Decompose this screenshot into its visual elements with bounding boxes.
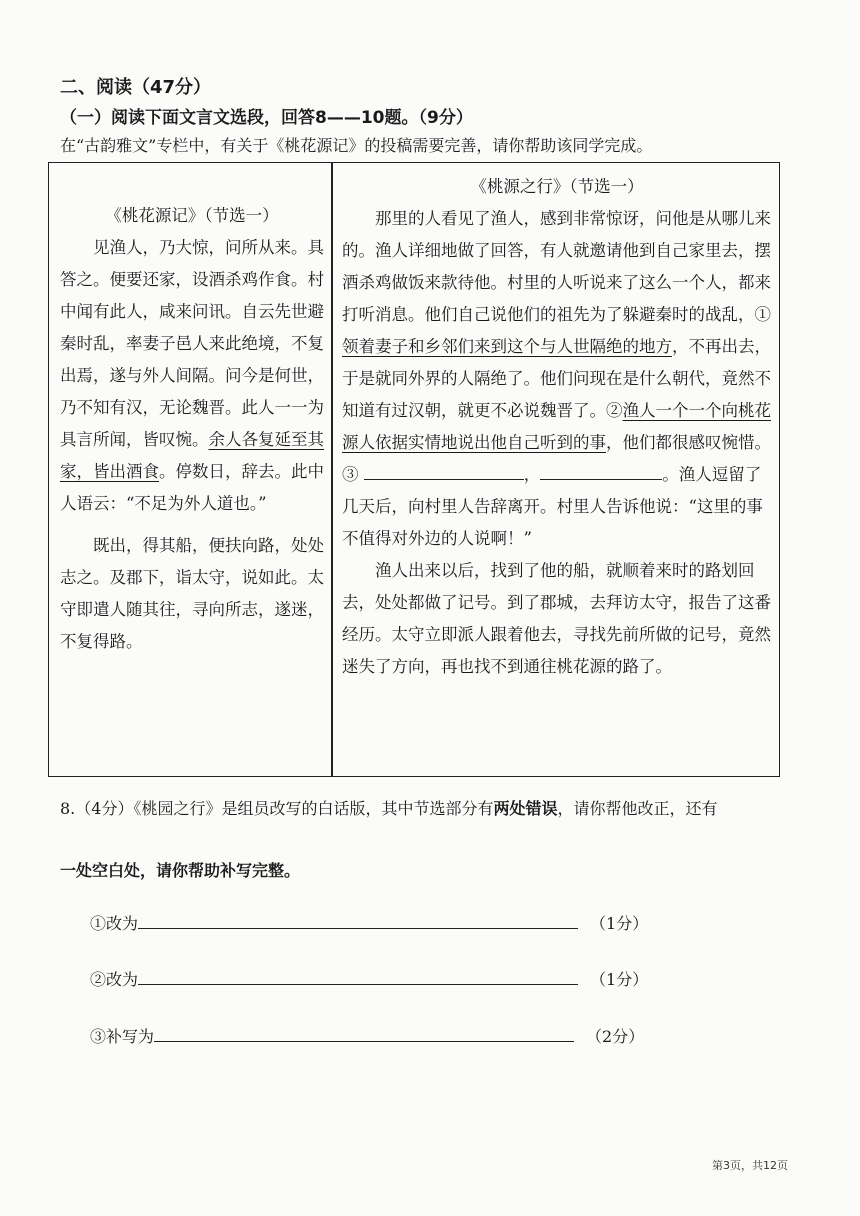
answer-2-label: ②改为	[90, 970, 139, 989]
original-underlined-sentence: 余人各复延至其家，皆出酒食	[60, 430, 324, 481]
translation-p1-middle: ，不再出去，于是就同外界的人隔绝了。他们问现在是什么朝代，竟然不知道有过汉朝，就更不必说魏晋了。②	[342, 337, 771, 420]
error-sentence-1: 领着妻子和乡邻们来到这个与人世隔绝的地方	[342, 337, 672, 356]
translation-p1-text: 那里的人看见了渔人，感到非常惊讶，问他是从哪儿来的。渔人详细地做了回答，有人就邀请他到自己家里去，摆酒杀鸡做饭来款待他。村里的人听说来了这么一个人，都来打听消息。他们自己说他们的祖先为了躲避秦时的战乱，①	[342, 209, 771, 324]
answer-3-line[interactable]	[154, 1023, 574, 1042]
answer-1-line[interactable]	[138, 910, 578, 929]
answer-1-points: （1分）	[590, 914, 649, 933]
answer-3-points: （2分）	[586, 1027, 645, 1046]
translation-p1-tail: 。渔人逗留了几天后，向村里人告辞离开。村里人告诉他说：“这里的事不值得对外边的人说啊！”	[342, 465, 763, 548]
q8-text: 8.（4分）《桃园之行》是组员改写的白话版，其中节选部分有	[60, 799, 494, 818]
original-para1-text: 见渔人，乃大惊，问所从来。具答之。便要还家，设酒杀鸡作食。村中闻有此人，咸来问讯。自云先世避秦时乱，率妻子邑人来此绝境，不复出焉，遂与外人间隔。问今是何世，乃不知有汉，无论魏晋。此人一一为具言所闻，皆叹惋。	[60, 238, 324, 449]
fill-blank-2[interactable]	[540, 459, 662, 480]
answer-1	[90, 910, 648, 934]
translation-paragraph-1	[342, 203, 772, 555]
blank-comma: ，	[523, 465, 541, 484]
answer-2-points: （1分）	[590, 970, 649, 989]
question-8-line2: 一处空白处，请你帮助补写完整。	[60, 861, 301, 880]
subsection-title: （一）阅读下面文言文选段，回答8——10题。（9分）	[60, 108, 473, 128]
original-title: 《桃花源记》（节选一）	[105, 206, 279, 225]
answer-2	[90, 966, 648, 990]
q8-bold: 两处错误	[493, 799, 558, 818]
answer-3	[90, 1023, 644, 1047]
intro-text: 在“古韵雅文”专栏中，有关于《桃花源记》的投稿需要完善，请你帮助该同学完成。	[60, 136, 653, 155]
original-paragraph-2: 既出，得其船，便扶向路，处处志之。及郡下，诣太守，说如此。太守即遣人随其往，寻向所志，遂迷，不复得路。	[60, 536, 324, 651]
question-8	[60, 797, 800, 821]
blank-marker: ③	[342, 465, 359, 484]
page-number: 第3页，共12页	[712, 1159, 788, 1172]
translation-column	[342, 171, 772, 683]
q8-text-end: ，请你帮他改正，还有	[557, 799, 718, 818]
fill-blank-1[interactable]	[364, 459, 524, 480]
column-divider	[331, 162, 333, 777]
translation-paragraph-2: 渔人出来以后，找到了他的船，就顺着来时的路划回去，处处都做了记号。到了郡城，去拜访太守，报告了这番经历。太守立即派人跟着他去，寻找先前所做的记号，竟然迷失了方向，再也找不到通往桃花源的路了。	[342, 561, 771, 676]
original-paragraph-1	[60, 232, 324, 520]
answer-3-label: ③补写为	[90, 1027, 155, 1046]
original-text-column	[60, 200, 324, 658]
translation-p1-end: ，他们都很感叹惋惜。	[606, 433, 771, 452]
answer-1-label: ①改为	[90, 914, 139, 933]
translation-title: 《桃源之行》（节选一）	[470, 177, 644, 196]
section-title: 二、阅读（47分）	[60, 77, 212, 98]
error-sentence-2: 渔人一个一个向桃花源人依据实情地说出他自己听到的事	[342, 401, 771, 452]
answer-2-line[interactable]	[138, 966, 578, 985]
original-para1-end: 。停数日，辞去。此中人语云：“不足为外人道也。”	[60, 462, 324, 513]
